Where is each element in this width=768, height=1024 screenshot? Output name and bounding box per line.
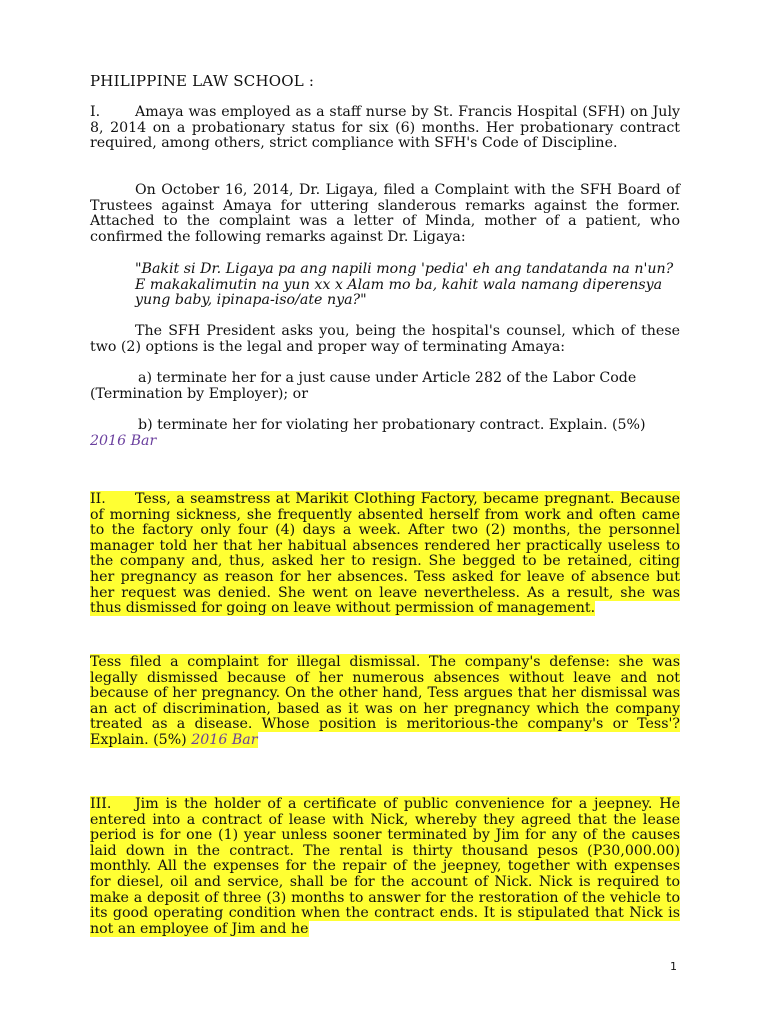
option-b-text: b) terminate her for violating her probationary contract. Explain. (5%) (138, 417, 646, 433)
option-a (90, 371, 680, 402)
question-3-text: Jim is the holder of a certificate of public convenience for a jeepney. He entered into a contract of lease with Nick, whereby they agreed that the lease period is for one (1) year unless sooner terminated by Jim for any of the causes laid down in the contract. The rental is thirty thousand pesos (P30,000.00) monthly. All the expenses for the repair of the jeepney, together with expenses for diesel, oil and service, shall be for the account of Nick. Nick is required to make a deposit of three (3) months to answer for the restoration of the vehicle to its good operating condition when the contract ends. It is stipulated that Nick is not an employee of Jim and he (90, 796, 680, 937)
question-1-text: Amaya was employed as a staff nurse by St. Francis Hospital (SFH) on July 8, 2014 on a probationary status for six (6) months. Her probationary contract required, among others, strict compliance with SFH's Code of Discipline. (90, 104, 680, 152)
question-2-paragraph-1 (90, 492, 680, 617)
page-number: 1 (670, 960, 677, 973)
question-1-number: I. (90, 104, 101, 120)
question-2-paragraph-2 (90, 655, 680, 749)
question-1-paragraph-2: On October 16, 2014, Dr. Ligaya, filed a Complaint with the SFH Board of Trustees against Amaya for uttering slanderous remarks against the former. Attached to the complaint was a letter of Minda, mother of a patient, who confirmed the following remarks against Dr. Ligaya: (90, 182, 680, 245)
question-2-text-2: Tess filed a complaint for illegal dismissal. The company's defense: she was legally dismissed because of her numerous absences without leave and not because of her pregnancy. On the other hand, Tess argues that her dismissal was an act of discrimination, based as it was on her pregnancy which the company treated as a disease. Whose position is meritorious-the company's or Tess'? Explain. (5%) (90, 654, 680, 748)
quoted-remarks: "Bakit si Dr. Ligaya pa ang napili mong 'pedia' eh ang tandatanda na n'un? E makakalimutin na yun xx x Alam mo ba, kahit wala namang diperensya yung baby, ipinapa-iso/ate nya?" (135, 261, 674, 309)
question-2-text: Tess, a seamstress at Marikit Clothing Factory, became pregnant. Because of morning sickness, she frequently absented herself from work and often came to the factory only four (4) days a week. After two (2) months, the personnel manager told her that her habitual absences rendered her practically useless to the company and, thus, asked her to resign. She begged to be retained, citing her pregnancy as reason for her absences. Tess asked for leave of absence but her request was denied. She went on leave nevertheless. As a result, she was thus dismissed for going on leave without permission of management. (90, 491, 680, 617)
option-b (90, 418, 680, 449)
question-2-highlight-2 (90, 654, 680, 748)
option-a-text: a) terminate her for a just cause under Article 282 of the Labor Code (Termination by Employer); or (90, 370, 637, 402)
question-1-bar-citation: 2016 Bar (90, 432, 157, 449)
question-2-number: II. (90, 491, 106, 507)
question-2-highlight-1 (90, 491, 680, 616)
question-1-paragraph-1 (90, 105, 680, 152)
question-3-highlight (90, 796, 680, 937)
question-2-bar-citation: 2016 Bar (191, 731, 258, 748)
question-3-paragraph-1 (90, 797, 680, 937)
document-header: PHILIPPINE LAW SCHOOL : (90, 72, 315, 90)
question-3-number: III. (90, 796, 112, 812)
question-1-paragraph-3: The SFH President asks you, being the hospital's counsel, which of these two (2) options is the legal and proper way of terminating Amaya: (90, 323, 680, 355)
